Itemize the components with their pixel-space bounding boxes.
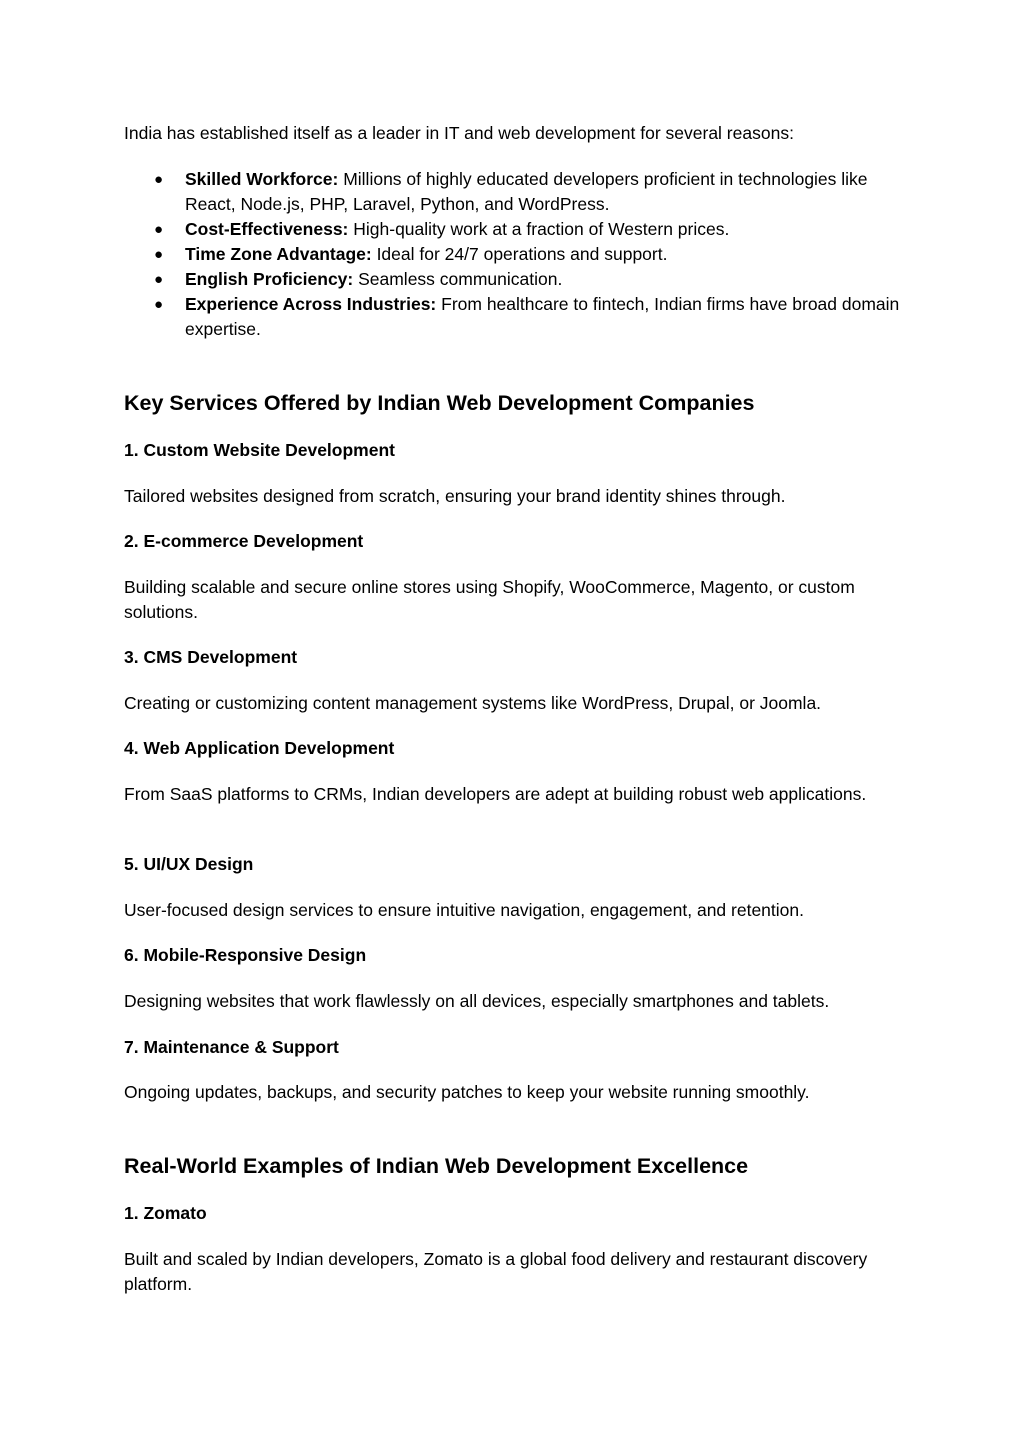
service-description: User-focused design services to ensure intuitive navigation, engagement, and retention.: [124, 900, 804, 920]
service-title: 2. E-commerce Development: [124, 531, 364, 551]
reason-label: Cost-Effectiveness:: [185, 219, 349, 239]
bullet-icon: ●: [154, 246, 164, 263]
service-title: 7. Maintenance & Support: [124, 1037, 339, 1057]
bullet-icon: ●: [154, 221, 164, 238]
service-title: 5. UI/UX Design: [124, 854, 254, 874]
service-title: 6. Mobile-Responsive Design: [124, 945, 367, 965]
reason-text: High-quality work at a fraction of Western prices.: [348, 219, 730, 239]
services-heading: Key Services Offered by Indian Web Development Companies: [124, 391, 755, 415]
service-description: Building scalable and secure online stores using Shopify, WooCommerce, Magento, or custom solutions.: [124, 577, 855, 622]
reason-item: [124, 292, 904, 342]
service-description: Creating or customizing content management systems like WordPress, Drupal, or Joomla.: [124, 693, 822, 713]
reasons-list: [124, 167, 904, 342]
service-description: Ongoing updates, backups, and security patches to keep your website running smoothly.: [124, 1082, 810, 1102]
intro-paragraph: India has established itself as a leader in IT and web development for several reasons:: [124, 123, 794, 143]
service-title: 4. Web Application Development: [124, 738, 395, 758]
service-title: 3. CMS Development: [124, 647, 298, 667]
reason-label: Time Zone Advantage:: [185, 244, 372, 264]
service-description: From SaaS platforms to CRMs, Indian developers are adept at building robust web applications.: [124, 784, 867, 804]
example-description: Built and scaled by Indian developers, Zomato is a global food delivery and restaurant discovery platform.: [124, 1249, 868, 1294]
reason-item: [124, 217, 904, 242]
bullet-icon: ●: [154, 171, 164, 188]
reason-text: Millions of highly educated developers proficient in technologies like React, Node.js, PHP, Laravel, Python, and WordPress.: [185, 169, 868, 214]
reason-text: Ideal for 24/7 operations and support.: [371, 244, 668, 264]
reason-item: [124, 267, 904, 292]
reason-label: Skilled Workforce:: [185, 169, 339, 189]
service-description: Tailored websites designed from scratch, ensuring your brand identity shines through.: [124, 486, 786, 506]
service-title: 1. Custom Website Development: [124, 440, 395, 460]
reason-item: [124, 167, 904, 217]
bullet-icon: ●: [154, 271, 164, 288]
reason-text: From healthcare to fintech, Indian firms have broad domain expertise.: [185, 294, 900, 339]
reason-label: Experience Across Industries:: [185, 294, 437, 314]
service-description: Designing websites that work flawlessly on all devices, especially smartphones and tablets.: [124, 991, 830, 1011]
reason-label: English Proficiency:: [185, 269, 354, 289]
reason-item: [124, 242, 904, 267]
examples-heading: Real-World Examples of Indian Web Development Excellence: [124, 1154, 749, 1178]
bullet-icon: ●: [154, 296, 164, 313]
reason-text: Seamless communication.: [353, 269, 563, 289]
example-title: 1. Zomato: [124, 1203, 207, 1223]
